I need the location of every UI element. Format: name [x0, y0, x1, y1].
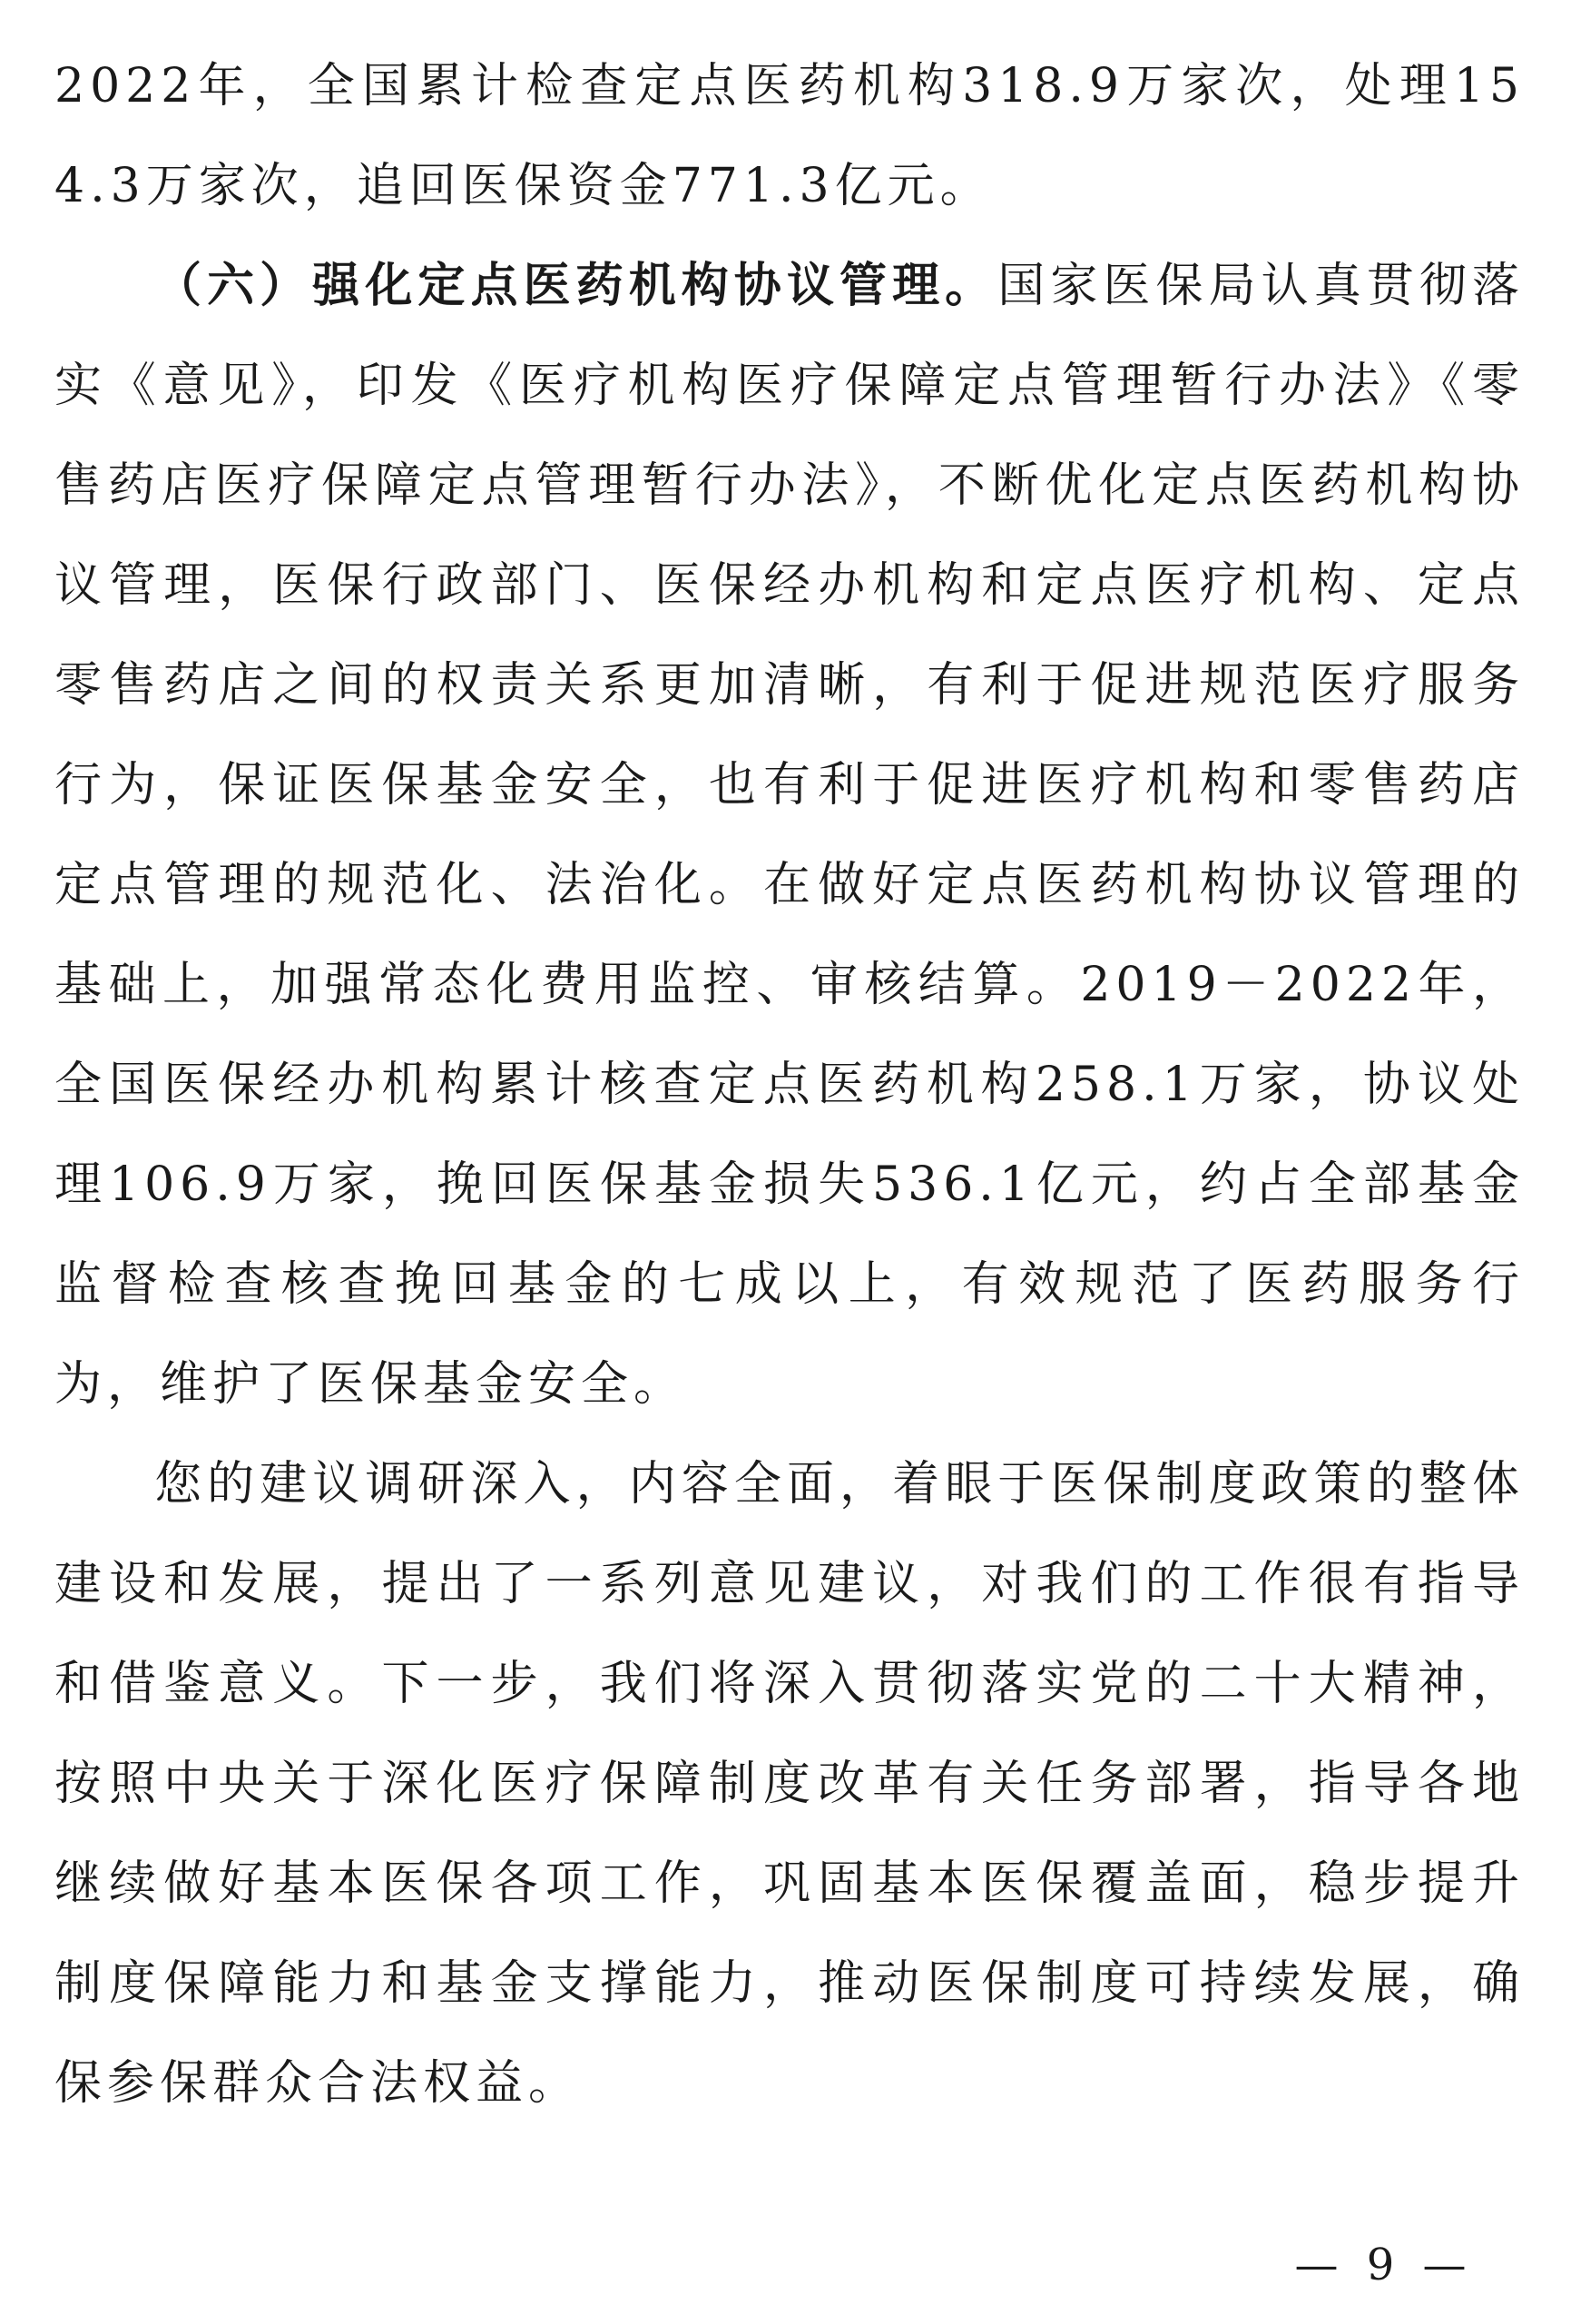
paragraph-text: 国家医保局认真贯彻落实《意见》，印发《医疗机构医疗保障定点管理暂行办法》《零售药店医疗保障定点管理暂行办法》，不断优化定点医药机构协议管理，医保行政部门、医保经办机构和定点医疗机构、定点零售药店之间的权责关系更加清晰，有利于促进规范医疗服务行为，保证医保基金安全，也有利于促进医疗机构和零售药店定点管理的规范化、法治化。在做好定点医药机构协议管理的基础上，加强常态化费用监控、审核结算。2019－2022年，全国医保经办机构累计核查定点医药机构258.1万家，协议处理106.9万家，挽回医保基金损失536.1亿元，约占全部基金监督检查核查挽回基金的七成以上，有效规范了医药服务行为，维护了医保基金安全。: [54, 259, 1525, 1412]
paragraph-closing: [54, 1434, 1525, 2133]
paragraph-agreement-management: [54, 236, 1525, 1434]
paragraph-text: 2022年，全国累计检查定点医药机构318.9万家次，处理154.3万家次，追回医保资金771.3亿元。: [54, 59, 1525, 213]
document-body: [54, 36, 1525, 2133]
paragraph-text: 您的建议调研深入，内容全面，着眼于医保制度政策的整体建设和发展，提出了一系列意见建议，对我们的工作很有指导和借鉴意义。下一步，我们将深入贯彻落实党的二十大精神，按照中央关于深化医疗保障制度改革有关任务部署，指导各地继续做好基本医保各项工作，巩固基本医保覆盖面，稳步提升制度保障能力和基金支撑能力，推动医保制度可持续发展，确保参保群众合法权益。: [54, 1457, 1525, 2111]
paragraph-statistics-2022: [54, 36, 1525, 236]
section-heading: （六）强化定点医药机构协议管理。: [154, 259, 998, 313]
page-number: — 9 —: [1294, 2240, 1474, 2290]
